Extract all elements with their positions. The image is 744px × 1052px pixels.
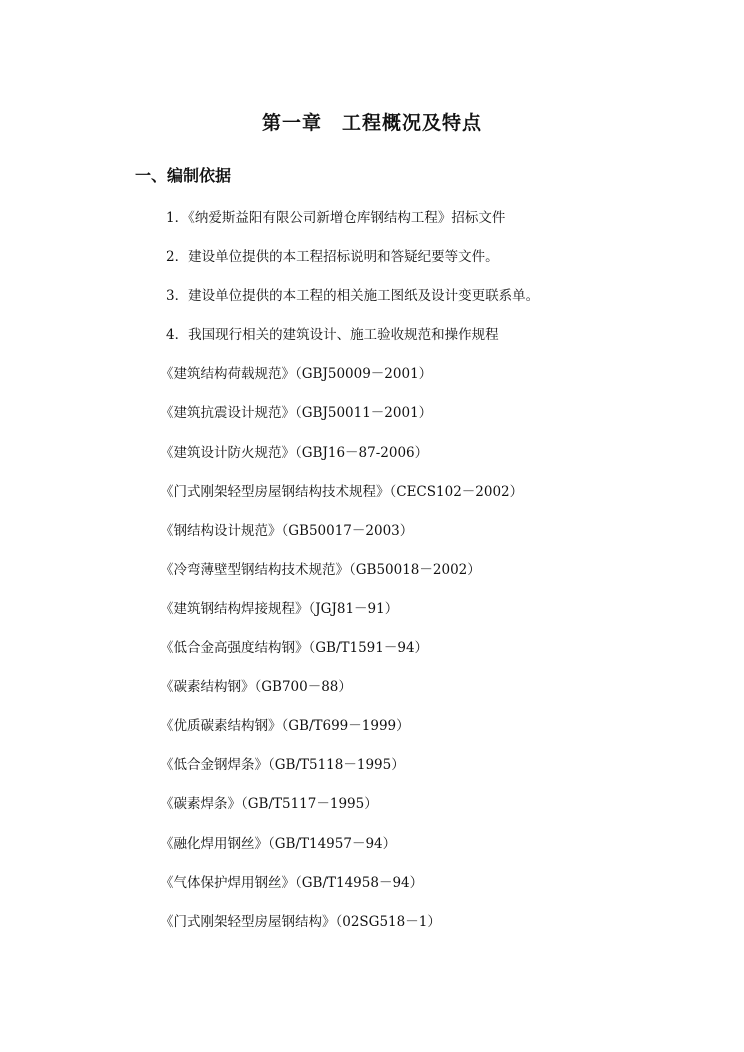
standard-item: 《钢结构设计规范》（GB50017－2003） bbox=[160, 522, 414, 539]
numbered-item-1: 1．《纳爱斯益阳有限公司新增仓库钢结构工程》招标文件 bbox=[166, 210, 506, 226]
basis-list bbox=[0, 207, 744, 950]
standard-item: 《门式刚架轻型房屋钢结构》（02SG518－1） bbox=[160, 913, 441, 930]
chapter-title: 第一章 工程概况及特点 bbox=[261, 112, 482, 134]
standard-item: 《建筑结构荷载规范》（GBJ50009－2001） bbox=[160, 366, 433, 383]
standard-item: 《气体保护焊用钢丝》（GB/T14958－94） bbox=[160, 874, 424, 891]
numbered-item-4: 4．我国现行相关的建筑设计、施工验收规范和操作规程 bbox=[166, 327, 499, 344]
standard-item: 《融化焊用钢丝》（GB/T14957－94） bbox=[160, 835, 397, 852]
standard-item: 《建筑抗震设计规范》（GBJ50011－2001） bbox=[160, 405, 433, 422]
numbered-item-3: 3．建设单位提供的本工程的相关施工图纸及设计变更联系单。 bbox=[166, 288, 540, 305]
section-heading: 一、编制依据 bbox=[135, 166, 232, 185]
standard-item: 《建筑钢结构焊接规程》（JGJ81－91） bbox=[160, 600, 399, 617]
standard-item: 《低合金高强度结构钢》（GB/T1591－94） bbox=[160, 640, 429, 657]
standard-item: 《建筑设计防火规范》（GBJ16－87-2006） bbox=[160, 444, 429, 461]
standard-item: 《低合金钢焊条》（GB/T5118－1995） bbox=[160, 757, 405, 774]
numbered-item-2: 2．建设单位提供的本工程招标说明和答疑纪要等文件。 bbox=[166, 249, 499, 266]
standard-item: 《碳素焊条》（GB/T5117－1995） bbox=[160, 796, 378, 813]
standard-item: 《冷弯薄壁型钢结构技术规范》（GB50018－2002） bbox=[160, 561, 481, 578]
standard-item: 《优质碳素结构钢》（GB/T699－1999） bbox=[160, 718, 410, 735]
standard-item: 《门式刚架轻型房屋钢结构技术规程》（CECS102－2002） bbox=[160, 483, 524, 500]
standard-item: 《碳素结构钢》（GB700－88） bbox=[160, 679, 352, 696]
